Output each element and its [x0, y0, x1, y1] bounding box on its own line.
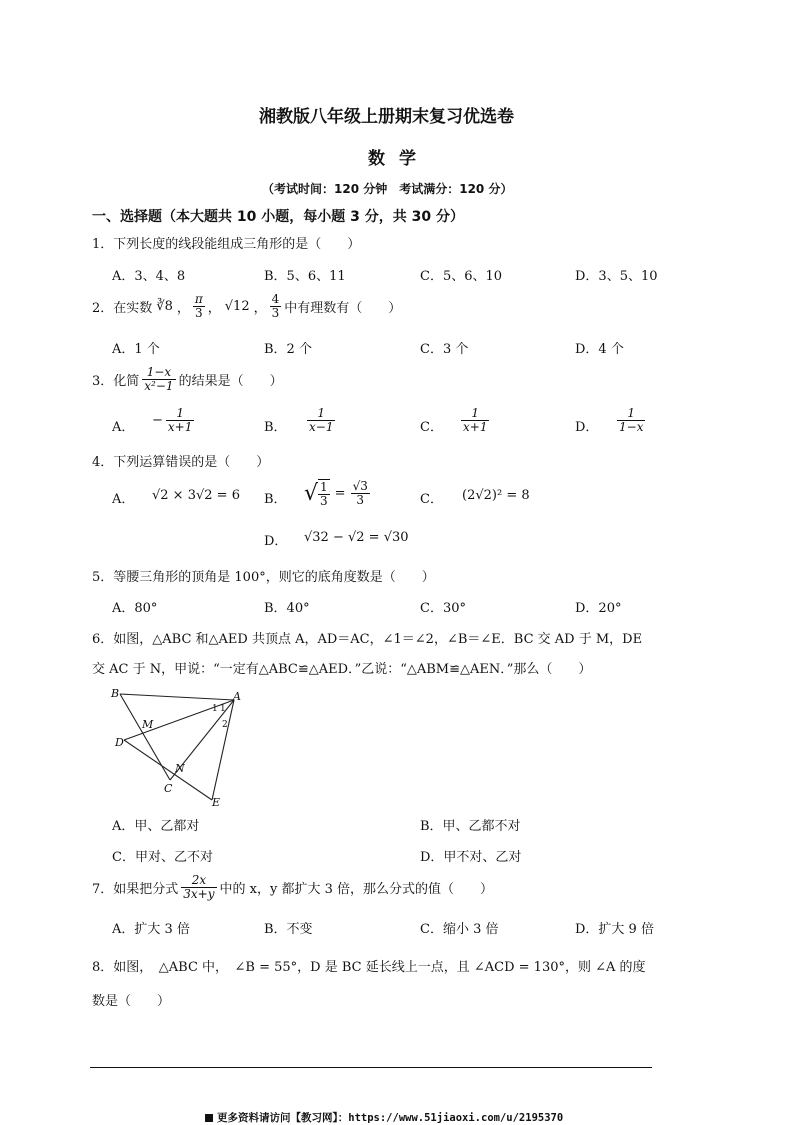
- question-6-option-d: D．甲不对、乙对: [420, 850, 522, 865]
- question-2-stem: [92, 293, 401, 320]
- question-2-option-c: C．3 个: [420, 342, 469, 357]
- q2-pi-den: 3: [194, 306, 203, 320]
- question-6-figure: [108, 686, 248, 808]
- q3-a-num: 1: [166, 407, 194, 421]
- figure-label-n: N: [175, 762, 185, 775]
- q7-fraction: [181, 874, 216, 901]
- question-6-option-b: B．甲、乙都不对: [420, 819, 521, 834]
- question-7-option-b: B．不变: [264, 922, 313, 937]
- q3-d-frac: [617, 407, 645, 434]
- q4-b-rhs-den: 3: [356, 493, 365, 507]
- question-2-option-a: A．1 个: [112, 342, 160, 357]
- question-6-option-a: A．甲、乙都对: [112, 819, 200, 834]
- q2-pi-num: π: [194, 292, 203, 306]
- q2-f-num: 4: [271, 292, 280, 306]
- q4-b-inner-num: 1: [320, 480, 328, 494]
- q3-d-num: 1: [617, 407, 645, 421]
- figure-label-angle1b: 1: [220, 704, 226, 714]
- figure-label-angle2: 2: [222, 720, 228, 730]
- q3-label-b: B．: [264, 420, 287, 435]
- question-3-option-b: [304, 407, 338, 434]
- subject-title: 数学: [368, 149, 430, 169]
- question-3-option-a: [152, 407, 197, 434]
- question-7-option-c: C．缩小 3 倍: [420, 922, 499, 937]
- q3-prefix: 3．化简: [92, 374, 140, 389]
- q2-sep2: ，: [207, 301, 221, 316]
- question-1-option-c: C．5、6、10: [420, 269, 503, 284]
- question-7-option-a: A．扩大 3 倍: [112, 922, 190, 937]
- q3-c-frac: [461, 407, 489, 434]
- question-4-stem: 4．下列运算错误的是（ ）: [92, 455, 270, 470]
- q2-suffix: 中有理数有（ ）: [284, 301, 402, 316]
- question-5-option-b: B．40°: [264, 601, 310, 616]
- question-1-option-d: D．3、5、10: [575, 269, 658, 284]
- exam-info: （考试时间：120 分钟 考试满分：120 分）: [262, 182, 513, 196]
- q7-suffix: 中的 x，y 都扩大 3 倍，那么分式的值（ ）: [219, 882, 494, 897]
- q3-b-den: x−1: [309, 420, 334, 434]
- flag-icon: [205, 1114, 213, 1122]
- q4-label-d: D．: [264, 534, 288, 549]
- document-title: 湘教版八年级上册期末复习优选卷: [259, 107, 514, 127]
- figure-label-d: D: [115, 736, 124, 749]
- segment-BA: [120, 694, 234, 700]
- q2-prefix: 2．在实数: [92, 301, 153, 316]
- question-6-line-2: 交 AC 于 N，甲说：“一定有△ABC≌△AED．”乙说：“△ABM≌△AEN．”那么（ ）: [92, 662, 592, 677]
- question-6-line-1: 6．如图，△ABC 和△AED 共顶点 A，AD＝AC，∠1＝∠2，∠B＝∠E．BC 交 AD 于 M，DE: [92, 632, 643, 647]
- q3-den: x²−1: [144, 379, 174, 393]
- footer-rule: [90, 1067, 652, 1068]
- q4-label-c: C．: [420, 492, 443, 507]
- question-6-option-c: C．甲对、乙不对: [112, 850, 213, 865]
- question-7-option-d: D．扩大 9 倍: [575, 922, 654, 937]
- question-4-option-a: √2 × 3√2 = 6: [152, 488, 240, 503]
- q4-b-inner-den: 3: [320, 494, 328, 508]
- question-5-option-a: A．80°: [112, 601, 158, 616]
- q4-label-b: B．: [264, 492, 287, 507]
- question-4-option-b: [304, 479, 373, 508]
- question-8-line-2: 数是（ ）: [92, 994, 171, 1009]
- figure-label-a: A: [233, 690, 241, 703]
- question-3-option-d: [614, 407, 648, 434]
- question-1-stem: 1．下列长度的线段能组成三角形的是（ ）: [92, 237, 361, 252]
- q2-fraction-pi: [193, 293, 205, 320]
- q3-a-frac: [166, 407, 194, 434]
- question-4-option-d: √32 − √2 = √30: [304, 530, 409, 545]
- q7-den: 3x+y: [183, 887, 215, 901]
- q3-label-a: A．: [112, 420, 135, 435]
- q2-sep3: ，: [253, 301, 267, 316]
- q2-sqrt12: √12: [224, 299, 250, 314]
- q4-b-rhs: [351, 480, 370, 507]
- question-3-option-c: [458, 407, 492, 434]
- figure-label-e: E: [212, 796, 221, 808]
- q3-fraction: [142, 366, 175, 393]
- segment-AE: [212, 700, 234, 800]
- figure-label-angle1a: 1: [212, 704, 218, 714]
- figure-label-c: C: [164, 782, 173, 795]
- q2-f-den: 3: [271, 306, 280, 320]
- question-8-line-1: 8．如图， △ABC 中， ∠B = 55°，D 是 BC 延长线上一点，且 ∠ACD = 130°，则 ∠A 的度: [92, 960, 646, 975]
- question-1-option-b: B．5、6、11: [264, 269, 346, 284]
- q7-num: 2x: [181, 874, 216, 888]
- q7-prefix: 7．如果把分式: [92, 882, 179, 897]
- question-7-stem: [92, 874, 493, 901]
- segment-BC: [120, 694, 170, 780]
- q3-c-den: x+1: [463, 420, 488, 434]
- q3-label-d: D．: [575, 420, 599, 435]
- q3-b-num: 1: [307, 407, 335, 421]
- question-1-option-a: A．3、4、8: [112, 269, 186, 284]
- footer: [205, 1110, 563, 1125]
- section-heading: 一、选择题（本大题共 10 小题，每小题 3 分，共 30 分）: [92, 209, 464, 225]
- q4-b-rhs-num: √3: [352, 479, 368, 493]
- q3-d-den: 1−x: [619, 420, 644, 434]
- question-5-option-c: C．30°: [420, 601, 466, 616]
- q2-cube-root: ∛8: [156, 299, 173, 314]
- q3-num: 1−x: [142, 366, 175, 380]
- q3-label-c: C．: [420, 420, 443, 435]
- question-4-option-c: (2√2)² = 8: [462, 488, 530, 503]
- q4-b-inner: [318, 479, 330, 508]
- q3-a-den: x+1: [167, 420, 193, 434]
- q2-sep1: ，: [176, 301, 190, 316]
- q4-label-a: A．: [112, 492, 135, 507]
- q3-a-sign: −: [152, 413, 163, 428]
- figure-label-m: M: [142, 718, 154, 731]
- question-3-stem: [92, 366, 283, 393]
- footer-link-text[interactable]: 更多资料请访问【教习网】：https://www.51jiaoxi.com/u/2195370: [217, 1112, 564, 1124]
- q3-c-num: 1: [461, 407, 489, 421]
- question-5-stem: 5．等腰三角形的顶角是 100°，则它的底角度数是（ ）: [92, 570, 435, 585]
- question-2-option-b: B．2 个: [264, 342, 312, 357]
- question-2-option-d: D．4 个: [575, 342, 624, 357]
- q4-b-sqrt: √: [304, 480, 319, 506]
- figure-label-b: B: [111, 687, 120, 700]
- q3-suffix: 的结果是（ ）: [178, 374, 283, 389]
- question-5-option-d: D．20°: [575, 601, 622, 616]
- q4-b-eq: =: [334, 486, 346, 501]
- q3-b-frac: [307, 407, 335, 434]
- q2-fraction-four-thirds: [270, 293, 282, 320]
